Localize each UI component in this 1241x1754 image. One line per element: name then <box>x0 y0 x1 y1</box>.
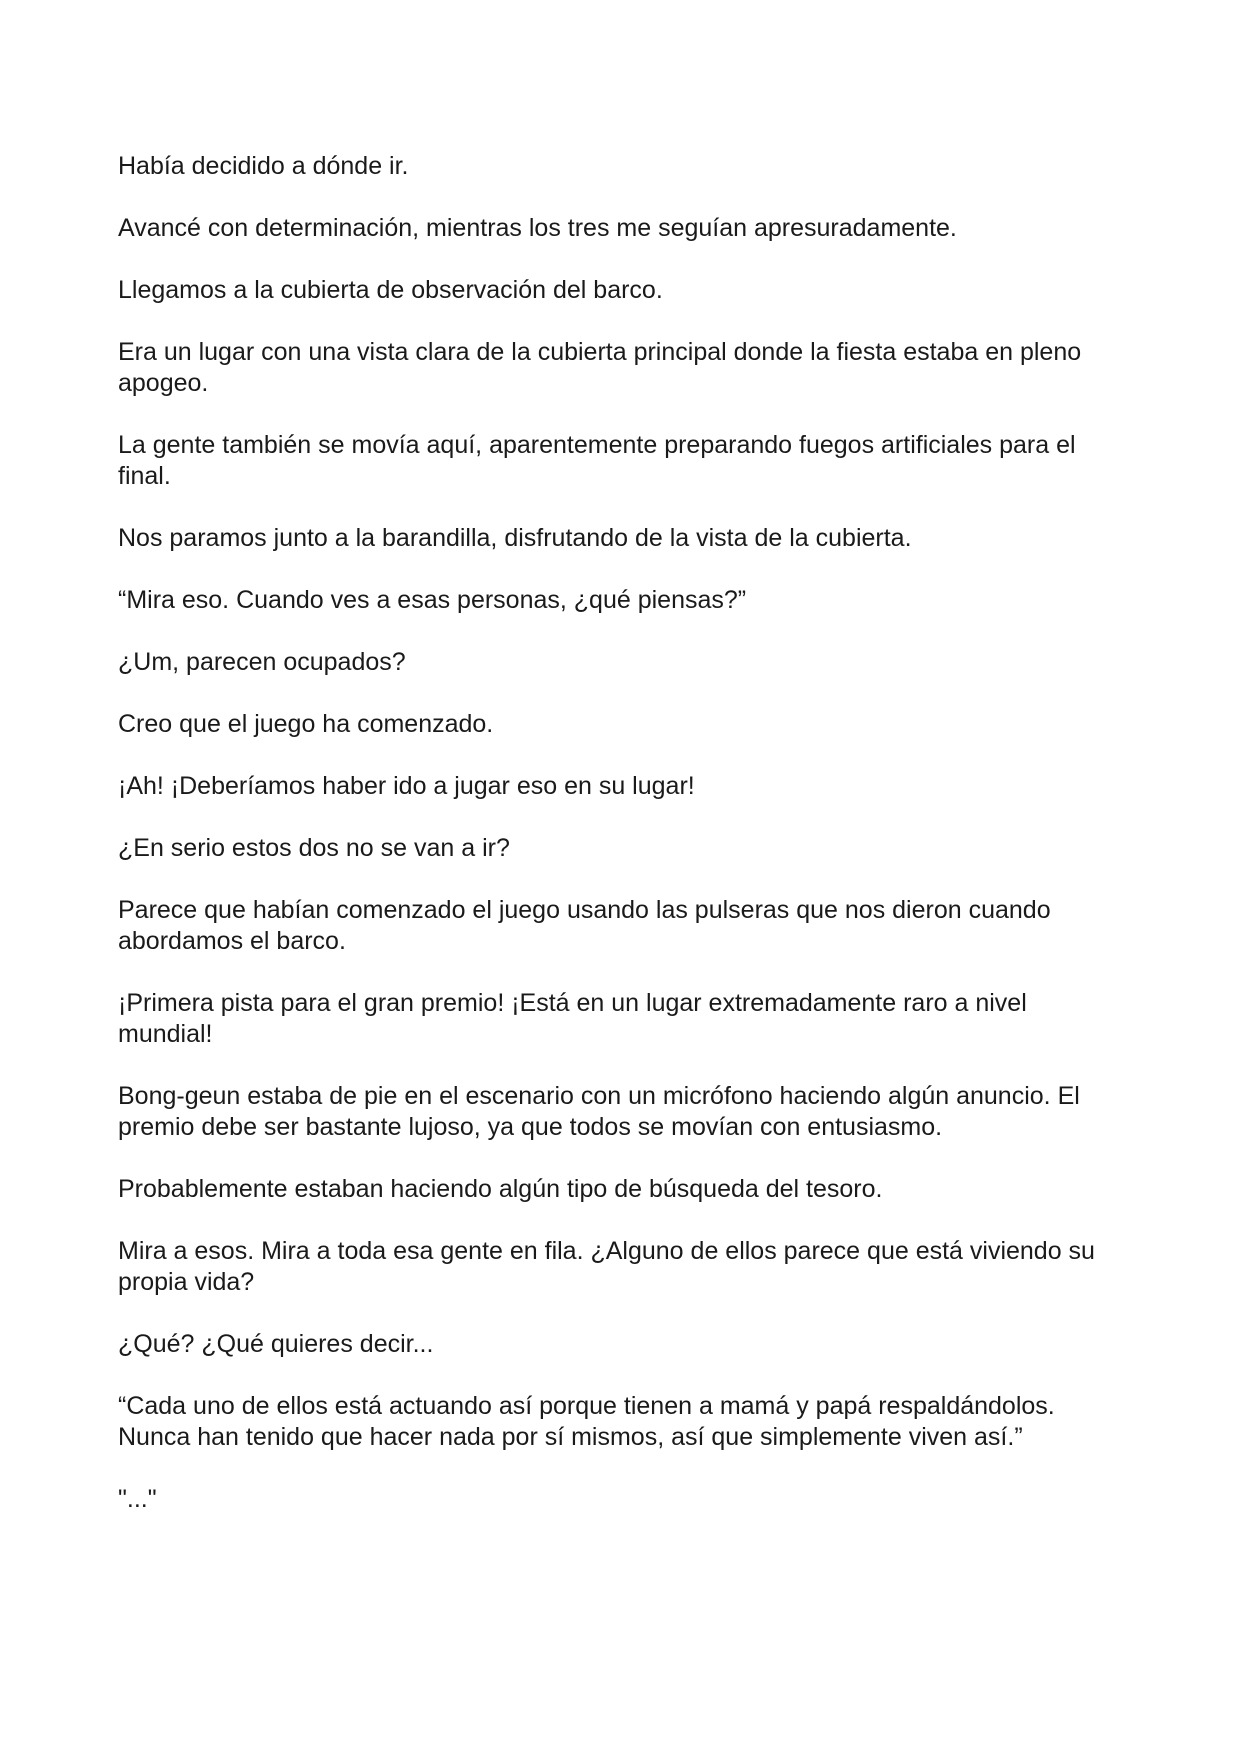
paragraph: ¿Um, parecen ocupados? <box>118 648 406 676</box>
paragraph: Llegamos a la cubierta de observación del barco. <box>118 276 663 304</box>
paragraph: Parece que habían comenzado el juego usando las pulseras que nos dieron cuando abordamos el barco. <box>118 896 1051 955</box>
paragraph: Nos paramos junto a la barandilla, disfrutando de la vista de la cubierta. <box>118 524 912 552</box>
paragraph: ¡Primera pista para el gran premio! ¡Está en un lugar extremadamente raro a nivel mundial! <box>118 989 1027 1048</box>
paragraph: "..." <box>118 1485 157 1513</box>
paragraph: ¡Ah! ¡Deberíamos haber ido a jugar eso en su lugar! <box>118 772 695 800</box>
paragraph: “Cada uno de ellos está actuando así porque tienen a mamá y papá respaldándolos. Nunca han tenido que hacer nada por sí mismos, así que simplemente viven así.” <box>118 1392 1055 1451</box>
paragraph: “Mira eso. Cuando ves a esas personas, ¿qué piensas?” <box>118 586 747 614</box>
document-body <box>118 151 1118 1546</box>
paragraph: Bong-geun estaba de pie en el escenario con un micrófono haciendo algún anuncio. El premio debe ser bastante lujoso, ya que todos se movían con entusiasmo. <box>118 1082 1080 1141</box>
paragraph: Mira a esos. Mira a toda esa gente en fila. ¿Alguno de ellos parece que está viviendo su propia vida? <box>118 1237 1095 1296</box>
paragraph: La gente también se movía aquí, aparentemente preparando fuegos artificiales para el final. <box>118 431 1076 490</box>
paragraph: Avancé con determinación, mientras los tres me seguían apresuradamente. <box>118 214 957 242</box>
paragraph: Era un lugar con una vista clara de la cubierta principal donde la fiesta estaba en pleno apogeo. <box>118 338 1082 397</box>
paragraph: Había decidido a dónde ir. <box>118 152 409 180</box>
paragraph: Probablemente estaban haciendo algún tipo de búsqueda del tesoro. <box>118 1175 883 1203</box>
paragraph: Creo que el juego ha comenzado. <box>118 710 494 738</box>
paragraph: ¿En serio estos dos no se van a ir? <box>118 834 510 862</box>
paragraph: ¿Qué? ¿Qué quieres decir... <box>118 1330 434 1358</box>
